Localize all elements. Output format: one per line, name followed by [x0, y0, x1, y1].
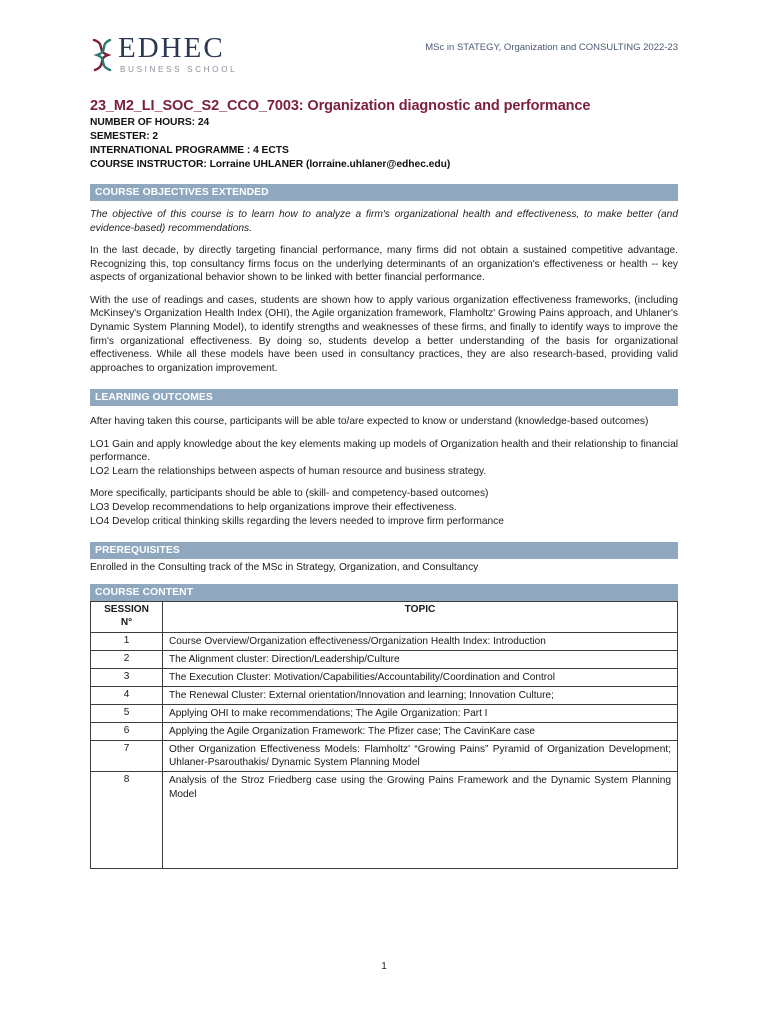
- cell-topic: Other Organization Effectiveness Models: Flamholtz' “Growing Pains” Pyramid of Organization Development; Uhlaner-Psarouthakis/ Dynamic System Planning Model: [163, 741, 678, 772]
- outcomes-skill-intro: More specifically, participants should be able to (skill- and competency-based outcomes): [90, 488, 489, 500]
- table-header-row: [91, 602, 678, 632]
- document-header: [90, 30, 678, 82]
- edhec-logo-mark-icon: [90, 37, 116, 71]
- meta-instructor: COURSE INSTRUCTOR: Lorraine UHLANER (lorraine.uhlaner@edhec.edu): [90, 159, 451, 170]
- page-title: 23_M2_LI_SOC_S2_CCO_7003: Organization diagnostic and performance: [90, 98, 591, 114]
- cell-session: 1: [91, 632, 163, 650]
- column-header-topic: TOPIC: [163, 602, 678, 632]
- table-row: [91, 723, 678, 741]
- edhec-logo: [90, 34, 237, 74]
- cell-session: 2: [91, 650, 163, 668]
- logo-wordmark: EDHEC: [118, 32, 225, 64]
- cell-topic: The Execution Cluster: Motivation/Capabilities/Accountability/Coordination and Control: [163, 668, 678, 686]
- table-row: [91, 772, 678, 869]
- logo-subtitle: BUSINESS SCHOOL: [120, 65, 238, 74]
- table-row: [91, 686, 678, 704]
- page-number: 1: [381, 961, 387, 972]
- cell-topic: Applying OHI to make recommendations; The Agile Organization: Part I: [163, 705, 678, 723]
- course-content-table-wrap: [90, 601, 678, 869]
- column-header-session-line2: N°: [120, 616, 133, 628]
- section-heading-learning-outcomes: LEARNING OUTCOMES: [90, 389, 678, 406]
- column-header-session: [91, 602, 163, 632]
- cell-session: 5: [91, 705, 163, 723]
- outcome-lo4: LO4 Develop critical thinking skills regarding the levers needed to improve firm performance: [90, 515, 504, 527]
- table-row: [91, 668, 678, 686]
- cell-topic: The Alignment cluster: Direction/Leadership/Culture: [163, 650, 678, 668]
- cell-topic: Analysis of the Stroz Friedberg case using the Growing Pains Framework and the Dynamic System Planning Model: [163, 772, 678, 869]
- programme-header-text: MSc in STATEGY, Organization and CONSULTING 2022-23: [425, 42, 678, 53]
- table-row: [91, 650, 678, 668]
- cell-session: 8: [91, 772, 163, 869]
- cell-topic: Course Overview/Organization effectiveness/Organization Health Index: Introduction: [163, 632, 678, 650]
- outcome-lo2: LO2 Learn the relationships between aspects of human resource and business strategy.: [90, 465, 487, 477]
- meta-semester: SEMESTER: 2: [90, 131, 159, 142]
- course-content-table: [90, 601, 678, 869]
- objectives-paragraph-2: With the use of readings and cases, students are shown how to apply various organization effectiveness frameworks, (including McKinsey's Organization Health Index (OHI), the Agile organization framework, Flamholtz' Growing Pains approach, and Uhlaner's Dynamic System Planning Model), to identify strengths and weaknesses of these firms, and finally to identify ways to improve the firm's organizational effectiveness. By doing so, students develop a better understanding of the basis for organizational effectiveness. While all these models have been used in consultancy practices, they are also research-based, providing valid approaches to organization improvement.: [90, 294, 678, 374]
- outcome-lo3: LO3 Develop recommendations to help organizations improve their effectiveness.: [90, 502, 457, 513]
- objectives-intro-text: The objective of this course is to learn how to analyze a firm's organizational health and effectiveness, to make better (and evidence-based) recommendations.: [90, 209, 678, 234]
- meta-hours: NUMBER OF HOURS: 24: [90, 117, 210, 128]
- table-row: [91, 705, 678, 723]
- section-heading-course-content: COURSE CONTENT: [90, 584, 678, 601]
- cell-session: 6: [91, 723, 163, 741]
- meta-programme: INTERNATIONAL PROGRAMME : 4 ECTS: [90, 145, 289, 156]
- section-heading-course-objectives: COURSE OBJECTIVES EXTENDED: [90, 184, 678, 201]
- cell-session: 3: [91, 668, 163, 686]
- section-heading-prerequisites: PREREQUISITES: [90, 542, 678, 559]
- table-row: [91, 632, 678, 650]
- cell-topic: The Renewal Cluster: External orientation/Innovation and learning; Innovation Culture;: [163, 686, 678, 704]
- cell-session: 7: [91, 741, 163, 772]
- cell-session: 4: [91, 686, 163, 704]
- cell-topic: Applying the Agile Organization Framework: The Pfizer case; The CavinKare case: [163, 723, 678, 741]
- column-header-session-line1: SESSION: [104, 604, 149, 616]
- objectives-paragraph-1: In the last decade, by directly targeting financial performance, many firms did not obtain a sustained competitive advantage. Recognizing this, top consultancy firms focus on the underlying determinants of an organization's effectiveness or health -- key aspects of organizational behavior shown to be linked with better financial performance.: [90, 245, 678, 284]
- prerequisites-text: Enrolled in the Consulting track of the MSc in Strategy, Organization, and Consultancy: [90, 562, 479, 574]
- outcomes-intro-text: After having taken this course, participants will be able to/are expected to know or understand (knowledge-based outcomes): [90, 416, 649, 428]
- table-row: [91, 741, 678, 772]
- outcome-lo1: LO1 Gain and apply knowledge about the key elements making up models of Organization health and their relationship to financial performance.: [90, 438, 678, 464]
